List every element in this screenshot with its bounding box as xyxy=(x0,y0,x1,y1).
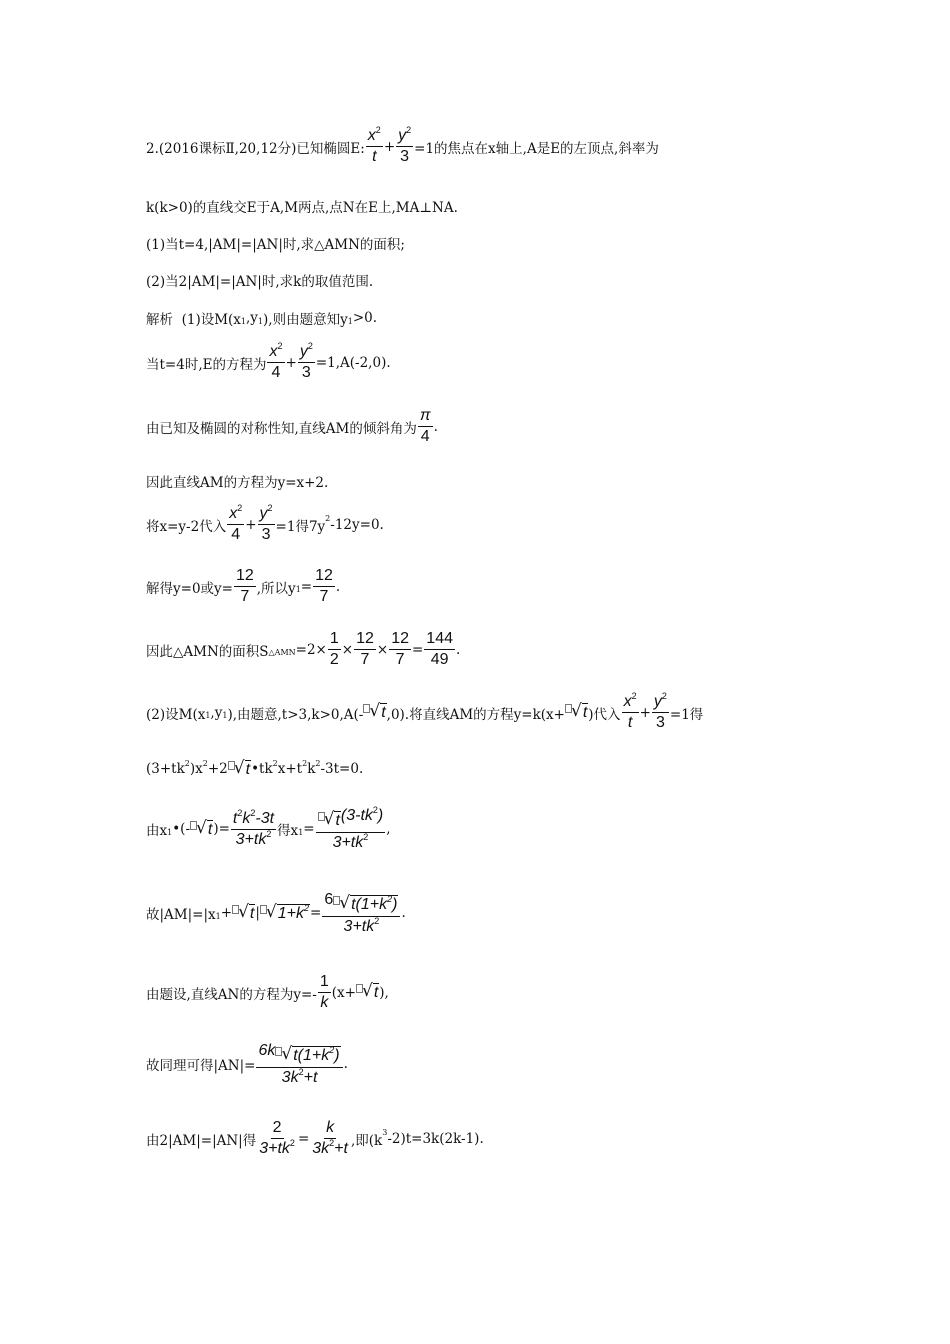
question-part1: (1)当t=4,|AM|=|AN|时,求△AMN的面积; xyxy=(146,237,405,253)
radical-t: √ t xyxy=(565,703,588,722)
fraction-x2-over-4: $\frac{x^2}{4}$ xyxy=(269,341,283,381)
fraction-1-over-k: $\frac{1}{k}$ xyxy=(319,973,329,1011)
solution-line-an: 由题设,直线AN的方程为y=- $\frac{1}{k}$ (x+ √ t ), xyxy=(146,973,389,1011)
solution-solve-y: 解得y=0或y= $\frac{12}{7}$ ,所以y 1 = $\frac{12}{7}$ . xyxy=(146,567,341,605)
fraction-am-value: 6 √ $t(1+k^2)$ $3+tk^2$ xyxy=(322,892,400,935)
radical-t: √ t xyxy=(228,760,251,779)
fraction-12-over-7: $\frac{12}{7}$ xyxy=(356,630,374,668)
fraction-x2-over-t: $\frac{x^2}{t}$ xyxy=(367,125,381,165)
solution-line-am: 因此直线AM的方程为y=x+2. xyxy=(146,475,329,491)
plus-sign: + xyxy=(383,138,396,155)
fraction-12-over-7: $\frac{12}{7}$ xyxy=(391,630,409,668)
fraction-pi-over-4: $\frac{\pi}{4}$ xyxy=(419,407,431,445)
solution-inclination: 由已知及椭圆的对称性知,直线AM的倾斜角为 $\frac{\pi}{4}$ . xyxy=(146,407,438,445)
fraction-y2-over-3: $\frac{y^2}{3}$ xyxy=(398,125,412,165)
fraction-2-over-3tk2: $\frac{2}{3+tk^2}$ xyxy=(259,1119,295,1157)
var-x: x xyxy=(367,127,376,144)
fraction-y2-over-3: $\frac{y^2}{3}$ xyxy=(653,691,667,731)
radical-t: √ t xyxy=(190,820,213,839)
solution-substitute: 将x=y-2代入 $\frac{x^2}{4}$ + $\frac{y^2}{3}$ =1得7y 2 -12y=0. xyxy=(146,503,384,543)
solution-equation-t4: 当t=4时,E的方程为 $\frac{x^2}{4}$ + $\frac{y^2}{3}$ =1,A(-2,0). xyxy=(146,341,391,381)
fraction-an-value: 6k √ $t(1+k^2)$ $3k^2+t$ xyxy=(256,1043,342,1086)
solution-x1: 由x 1 •(- √ t )= $\frac{t^2k^2-3t}{3+tk^2}$ 得x 1 = √ t $(3-tk^2)$ $3+tk^2$ , xyxy=(146,805,391,851)
fraction-k-over-3k2t: $\frac{k}{3k^2+t}$ xyxy=(312,1119,348,1157)
radical-1-plus-k2: √ $1+k^2$ xyxy=(260,904,310,923)
solution-heading: 解析 (1)设M(x 1 ,y 1 ),则由题意知y 1 >0. xyxy=(146,310,378,328)
fraction-x2-over-4: $\frac{x^2}{4}$ xyxy=(229,503,243,543)
solution-am-length: 故|AM|=|x 1 + √ t | √ $1+k^2$ = 6 √ $t(1+k^2)$ $3+tk^2$ . xyxy=(146,891,406,935)
solution-an-length: 故同理可得|AN|= 6k √ $t(1+k^2)$ $3k^2+t$ . xyxy=(146,1042,348,1086)
fraction-y2-over-3: $\frac{y^2}{3}$ xyxy=(259,503,273,543)
solution-conclusion: 由2|AM|=|AN|得 $\frac{2}{3+tk^2}$ = $\frac{k}{3k^2+t}$ ,即(k 3 -2)t=3k(2k-1). xyxy=(146,1119,484,1157)
var-t: t xyxy=(372,148,377,165)
radical-t: √ t xyxy=(363,703,386,722)
fraction-12-over-7: $\frac{12}{7}$ xyxy=(315,567,333,605)
question-part2: (2)当2|AM|=|AN|时,求k的取值范围. xyxy=(146,274,374,290)
solution-area: 因此△AMN的面积S △AMN =2× $\frac{1}{2}$ × $\frac{12}{7}$ × $\frac{12}{7}$ = $\frac{144}{49}$ . xyxy=(146,630,461,668)
fraction-144-over-49: $\frac{144}{49}$ xyxy=(426,630,453,668)
fraction-x1-product: $\frac{t^2k^2-3t}{3+tk^2}$ xyxy=(232,807,275,848)
stem-text: 2.(2016课标Ⅱ,20,12分)已知椭圆E: xyxy=(146,140,365,157)
problem-stem-line1 xyxy=(146,125,659,165)
radical-t: √ t xyxy=(232,904,255,923)
fraction-1-over-2: $\frac{1}{2}$ xyxy=(329,630,339,668)
fraction-12-over-7: $\frac{12}{7}$ xyxy=(235,567,254,605)
stem-text-continued: =1的焦点在x轴上,A是E的左顶点,斜率为 xyxy=(414,140,659,157)
fraction-x2-over-t: $\frac{x^2}{t}$ xyxy=(623,691,637,731)
solution-quadratic: (3+tk 2 )x 2 +2 √ t •tk 2 x+t 2 k 2 -3t=0. xyxy=(146,758,364,778)
problem-stem-line2: k(k>0)的直线交E于A,M两点,点N在E上,MA⊥NA. xyxy=(146,200,458,216)
solution-part2-setup: (2)设M(x 1 ,y 1 ),由题意,t>3,k>0,A(- √ t ,0).将直线AM的方程y=k(x+ √ t )代入 $\frac{x^2}{t}$ + $\frac{y^2}{3}$ =1得 xyxy=(146,691,704,731)
fraction-y2-over-3: $\frac{y^2}{3}$ xyxy=(299,341,313,381)
radical-t: √ t xyxy=(356,983,379,1002)
fraction-x1-value: √ t $(3-tk^2)$ $3+tk^2$ xyxy=(316,808,386,851)
